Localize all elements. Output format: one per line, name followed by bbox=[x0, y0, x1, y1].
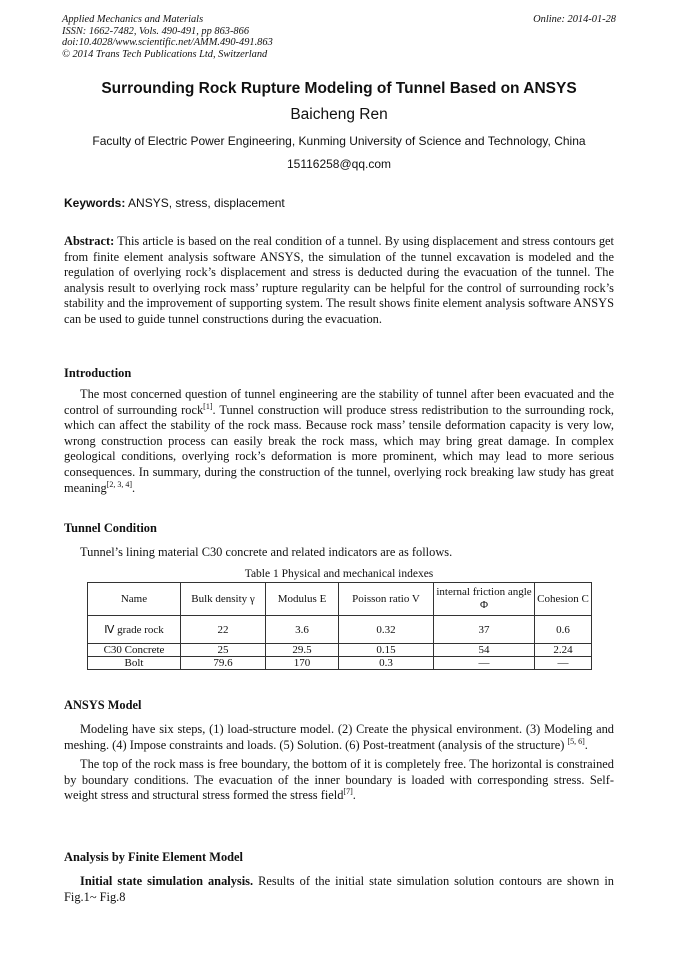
ansys-model-heading: ANSYS Model bbox=[64, 698, 142, 712]
table-cell: Bolt bbox=[88, 657, 181, 670]
table-cell: C30 Concrete bbox=[88, 644, 181, 657]
ansys-text-2-end: . bbox=[352, 788, 356, 803]
intro-text-3: . bbox=[132, 480, 136, 495]
journal-name: Applied Mechanics and Materials bbox=[62, 14, 204, 25]
citation-3: [5, 6] bbox=[567, 736, 585, 746]
abstract-label: Abstract: bbox=[64, 234, 115, 248]
table-cell: 25 bbox=[181, 644, 266, 657]
table-cell: 2.24 bbox=[535, 644, 592, 657]
ansys-text-2: The top of the rock mass is free boundary, the bottom of it is completely free. The horizontal is constrained by boundary conditions. The evacuation of the inner boundary is loaded with corresponding stress. Self-weight stress and structural stress formed the stress field bbox=[64, 757, 614, 803]
abstract bbox=[64, 234, 614, 328]
abstract-text: This article is based on the real condition of a tunnel. By using displacement and stress contours get from finite element analysis software ANSYS, the simulation of the tunnel excavation is modeled and the regulation of overlying rock’s displacement and stress is deducted during the evacuation of the tunnel. The analysis result to overlying rock mass’ rupture regularity can be helpful for the control of surrounding rock’s stability and the improvement of supporting system. The result shows finite element analysis software ANSYS can be used to guide tunnel constructions during the evacuation. bbox=[64, 234, 614, 326]
table-row bbox=[88, 616, 592, 644]
citation-2: [2, 3, 4] bbox=[106, 479, 132, 489]
issn: ISSN: 1662-7482, Vols. 490-491, pp 863-866 bbox=[62, 25, 250, 37]
introduction-heading: Introduction bbox=[64, 366, 132, 380]
analysis-heading: Analysis by Finite Element Model bbox=[64, 850, 243, 864]
table-cell: Ⅳ grade rock bbox=[88, 616, 181, 644]
table-header-row bbox=[88, 583, 592, 616]
citation-4: [7] bbox=[343, 787, 353, 797]
keywords-label: Keywords: bbox=[64, 196, 126, 210]
citation-1: [1] bbox=[203, 401, 213, 411]
table-cell: 170 bbox=[266, 657, 339, 670]
analysis-text: Results of the initial state simulation solution contours are shown in Fig.1~ Fig.8 bbox=[64, 874, 614, 904]
table-cell: — bbox=[434, 657, 535, 670]
table-cell: 37 bbox=[434, 616, 535, 644]
table-cell: 0.15 bbox=[339, 644, 434, 657]
tunnel-condition-body bbox=[64, 545, 614, 561]
affiliation: Faculty of Electric Power Engineering, Kunming University of Science and Technology, China bbox=[92, 134, 586, 148]
analysis-subheading: Initial state simulation analysis. bbox=[80, 874, 254, 888]
intro-text-1: The most concerned question of tunnel engineering are the stability of tunnel after been evacuated and the control of surrounding rock bbox=[64, 387, 614, 417]
copyright: © 2014 Trans Tech Publications Ltd, Switzerland bbox=[62, 48, 268, 60]
journal-header bbox=[62, 14, 616, 60]
table-cell: — bbox=[535, 657, 592, 670]
tunnel-condition-text: Tunnel’s lining material C30 concrete and related indicators are as follows. bbox=[80, 545, 453, 559]
table-row bbox=[88, 644, 592, 657]
keywords bbox=[64, 196, 285, 210]
table-cell: 0.6 bbox=[535, 616, 592, 644]
table-header: Poisson ratio V bbox=[339, 583, 434, 616]
intro-text-2: . Tunnel construction will produce stress redistribution to the surrounding rock, which can affect the stability of the rock mass. Because rock mass’ tensile deformation capacity is very low, wrong construction process can easily break the rock mass, which may bring great damage. In complex geological conditions, overlying rock’s deformation is more prominent, which may lead to more serious consequences. In summary, during the construction of the tunnel, overlying rock breaking law study has great meaning bbox=[64, 402, 615, 495]
ansys-text-1-end: . bbox=[584, 737, 588, 752]
table-cell: 54 bbox=[434, 644, 535, 657]
analysis-body bbox=[64, 874, 614, 905]
table-cell: 3.6 bbox=[266, 616, 339, 644]
table-cell: 79.6 bbox=[181, 657, 266, 670]
table-cell: 22 bbox=[181, 616, 266, 644]
table-header: Name bbox=[88, 583, 181, 616]
introduction-body bbox=[64, 387, 614, 496]
table-header: Cohesion C bbox=[535, 583, 592, 616]
table-header: Bulk density γ bbox=[181, 583, 266, 616]
table-header: Modulus E bbox=[266, 583, 339, 616]
table-caption: Table 1 Physical and mechanical indexes bbox=[244, 568, 434, 580]
email[interactable]: 15116258@qq.com bbox=[286, 157, 392, 171]
properties-table bbox=[87, 582, 592, 670]
keywords-text: ANSYS, stress, displacement bbox=[125, 196, 285, 210]
ansys-model-body bbox=[64, 722, 614, 804]
table-header: internal friction angle Φ bbox=[434, 583, 535, 616]
author: Baicheng Ren bbox=[290, 106, 388, 123]
table-cell: 0.32 bbox=[339, 616, 434, 644]
tunnel-condition-heading: Tunnel Condition bbox=[64, 521, 157, 535]
doi: doi:10.4028/www.scientific.net/AMM.490-491.863 bbox=[62, 37, 273, 49]
paper-title: Surrounding Rock Rupture Modeling of Tunnel Based on ANSYS bbox=[101, 80, 577, 97]
table-row bbox=[88, 657, 592, 670]
ansys-text-1: Modeling have six steps, (1) load-structure model. (2) Create the physical environment. (3) Modeling and meshing. (4) Impose constraints and loads. (5) Solution. (6) Post-treatment (analysis of the structure) bbox=[64, 722, 614, 752]
table-cell: 0.3 bbox=[339, 657, 434, 670]
online-date: Online: 2014-01-28 bbox=[533, 14, 616, 25]
table-cell: 29.5 bbox=[266, 644, 339, 657]
